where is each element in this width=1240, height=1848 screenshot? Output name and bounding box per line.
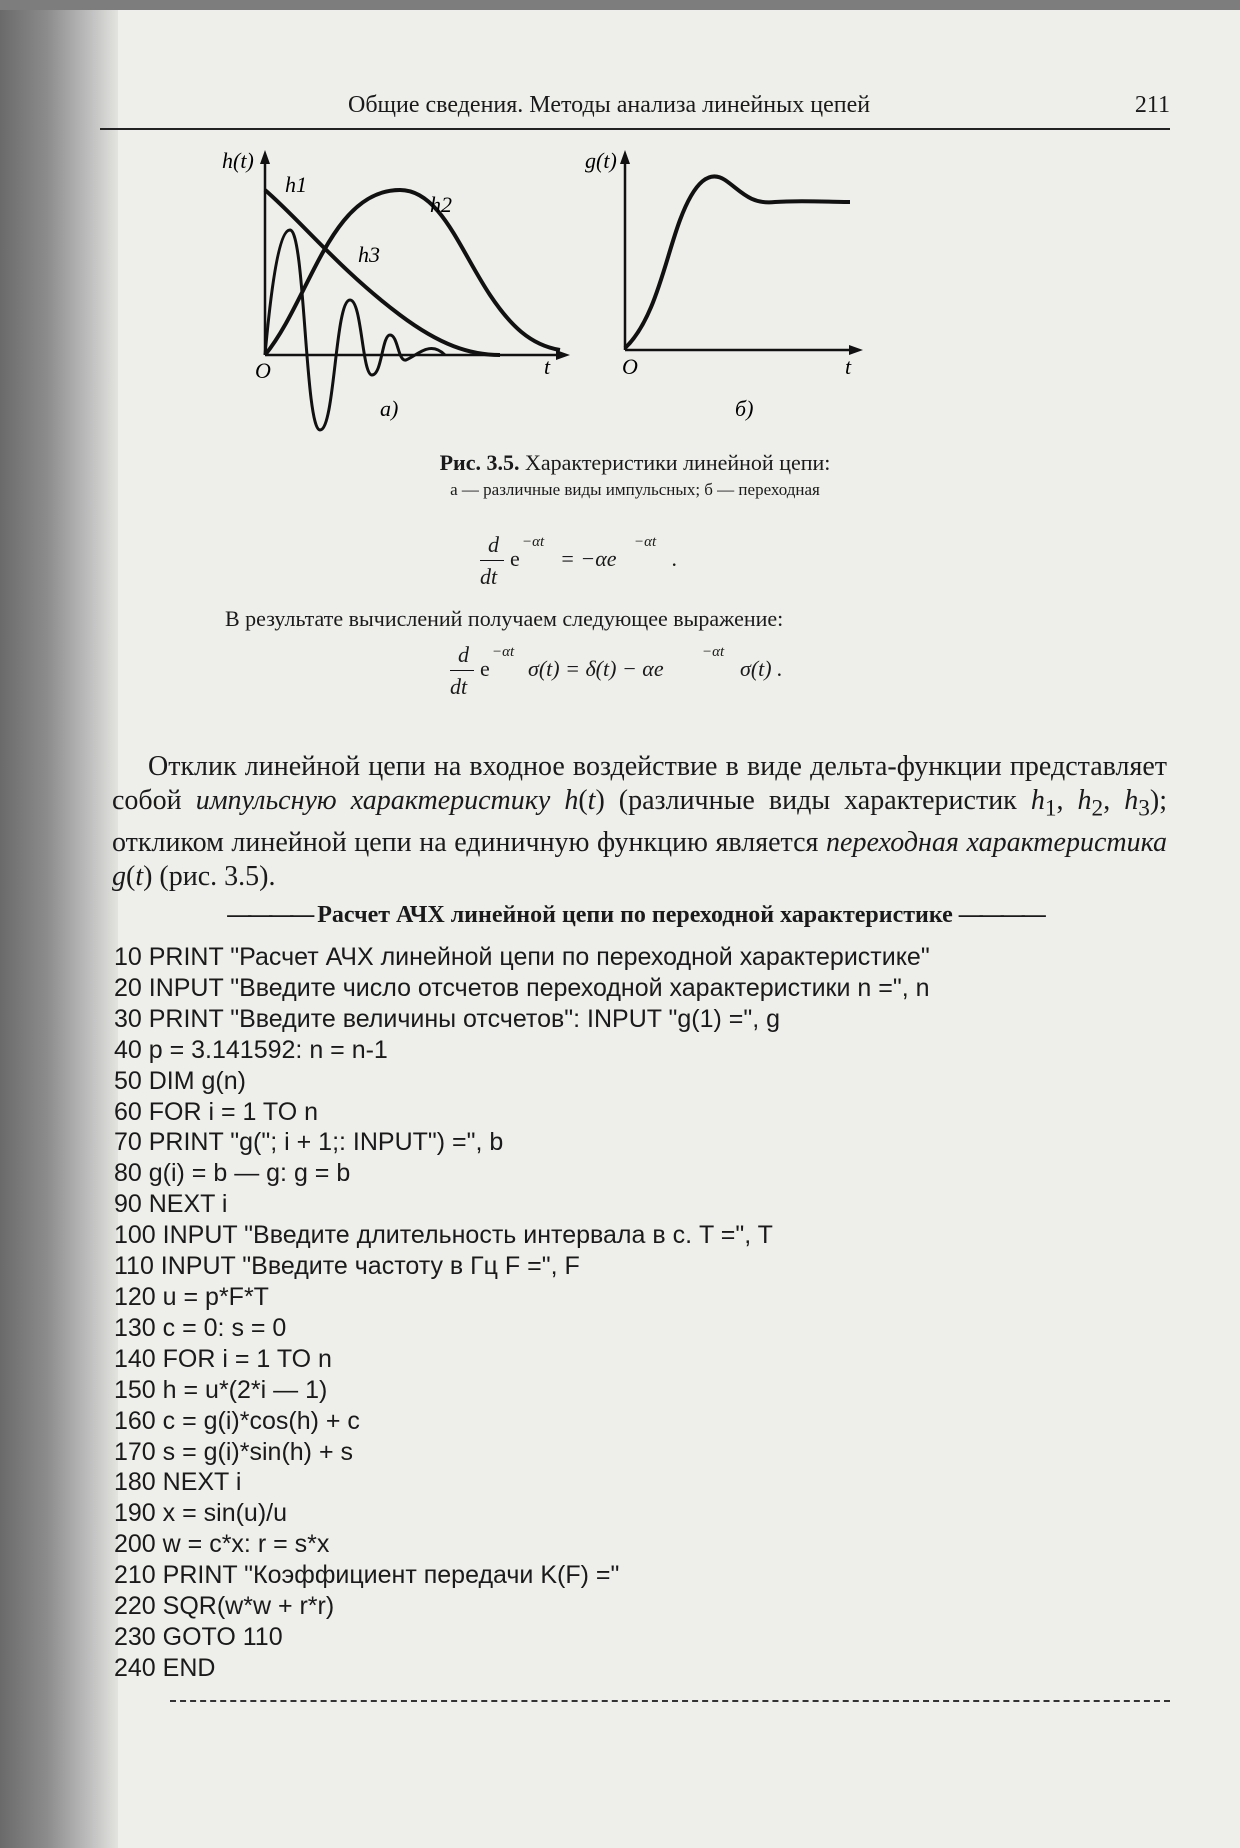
para-h1: h [1030,785,1045,816]
para-text-3: ) (различные виды характеристик [595,785,1031,816]
para-em-impulse: импульсную характеристику h [195,785,579,816]
heading-dash-right: ———— [958,902,1043,928]
code-heading-text: Расчет АЧХ линейной цепи по переходной характеристике [317,902,953,928]
code-line: 20 INPUT "Введите число отсчетов переходной характеристики n =", n [114,973,930,1002]
code-line: 40 p = 3.141592: n = n-1 [114,1035,388,1064]
left-origin-label: O [255,358,271,383]
result-intro: В результате вычислений получаем следующее выражение: [225,606,784,631]
caption-text: Характеристики линейной цепи: [525,450,831,475]
right-y-label: g(t) [585,150,617,173]
para-h2-sub: 2 [1091,795,1104,822]
curve-g [625,176,850,348]
eq2-numerator: d [458,642,469,667]
right-panel-axes [620,150,863,355]
heading-dash-left: ———— [227,902,312,928]
eq1-numerator: d [488,532,499,557]
figure-caption [100,448,1170,502]
left-panel-label: а) [380,396,399,421]
code-end-rule [170,1700,1170,1702]
code-line: 220 SQR(w*w + r*r) [114,1592,335,1621]
para-em-t2: t [135,860,144,892]
para-text-1: Отклик линейной цепи на входное воздействие в виде дельта-функции представляет собой [112,751,1167,816]
caption-subtext: а — различные виды импульсных; б — переходная [450,480,820,499]
eq2-exp-base: e [480,656,490,681]
label-h1: h1 [285,172,307,197]
para-text-6: ) (рис. 3.5). [143,860,276,892]
eq2-denominator: dt [450,674,468,699]
running-header [100,92,1170,130]
curve-h3 [265,230,445,430]
right-origin-label: O [622,354,638,379]
code-line: 110 INPUT "Введите частоту в Гц F =", F [114,1252,580,1281]
code-line: 190 x = sin(u)/u [114,1499,288,1528]
body-paragraph [112,750,1167,894]
book-page [100,0,1170,1848]
para-h2: h [1077,785,1092,816]
para-h3-sub: 3 [1138,795,1150,822]
para-sep-1: , [1056,785,1078,816]
eq1-exponent: −αt [522,534,545,550]
code-line: 100 INPUT "Введите длительность интервала в с. T =", T [114,1221,773,1250]
code-line: 50 DIM g(n) [114,1066,246,1095]
para-h1-sub: 1 [1044,795,1057,822]
code-line: 30 PRINT "Введите величины отсчетов": INPUT "g(1) =", g [114,1004,781,1033]
code-heading [100,902,1170,929]
figure-3-5 [100,150,1170,440]
para-em-step: переходная характеристика g [112,826,1167,892]
code-line: 70 PRINT "g("; i + 1;: INPUT") =", b [114,1128,504,1157]
running-title: Общие сведения. Методы анализа линейных цепей [348,92,871,118]
label-h2: h2 [430,192,452,217]
code-line: 240 END [114,1653,216,1682]
code-line: 200 w = c*x: r = s*x [114,1530,330,1559]
eq2-end: σ(t) . [740,656,783,681]
para-sep-2: , [1103,785,1125,816]
code-line: 210 PRINT "Коэффициент передачи K(F) =" [114,1561,620,1590]
code-line: 160 c = g(i)*cos(h) + c [114,1406,360,1435]
eq1-rhs: = −αe [560,546,617,571]
right-x-label: t [845,354,852,379]
code-line: 230 GOTO 110 [114,1622,283,1651]
page-number: 211 [1134,92,1170,118]
code-line: 140 FOR i = 1 TO n [114,1344,332,1373]
eq1-denominator: dt [480,564,498,589]
code-line: 60 FOR i = 1 TO n [114,1097,319,1126]
para-text-5: ( [126,860,136,892]
eq2-exponent: −αt [492,644,515,660]
left-x-label: t [544,354,551,379]
left-y-label: h(t) [222,150,254,173]
para-text-2: ( [578,785,588,816]
code-line: 90 NEXT i [114,1190,228,1219]
basic-program-listing [114,942,930,1684]
eq2-exponent-2: −αt [702,644,725,660]
caption-label: Рис. 3.5. [439,450,520,475]
code-line: 80 g(i) = b — g: g = b [114,1159,351,1188]
code-line: 120 u = p*F*T [114,1282,269,1311]
label-h3: h3 [358,242,380,267]
para-text-4: ); откликом линейной цепи на единичную функцию является [112,785,1168,858]
code-line: 180 NEXT i [114,1468,242,1497]
code-line: 130 c = 0: s = 0 [114,1313,287,1342]
right-panel-label: б) [735,396,754,421]
para-h3: h [1124,785,1139,816]
eq2-middle: σ(t) = δ(t) − αe [528,656,664,681]
para-em-t1: t [587,785,596,816]
eq1-exp-base: e [510,546,520,571]
eq1-end: . [672,546,678,571]
code-line: 170 s = g(i)*sin(h) + s [114,1437,353,1466]
curve-h2 [265,190,560,355]
code-line: 150 h = u*(2*i — 1) [114,1375,328,1404]
eq1-rhs-exponent: −αt [634,534,657,550]
code-line: 10 PRINT "Расчет АЧХ линейной цепи по переходной характеристике" [114,943,930,971]
